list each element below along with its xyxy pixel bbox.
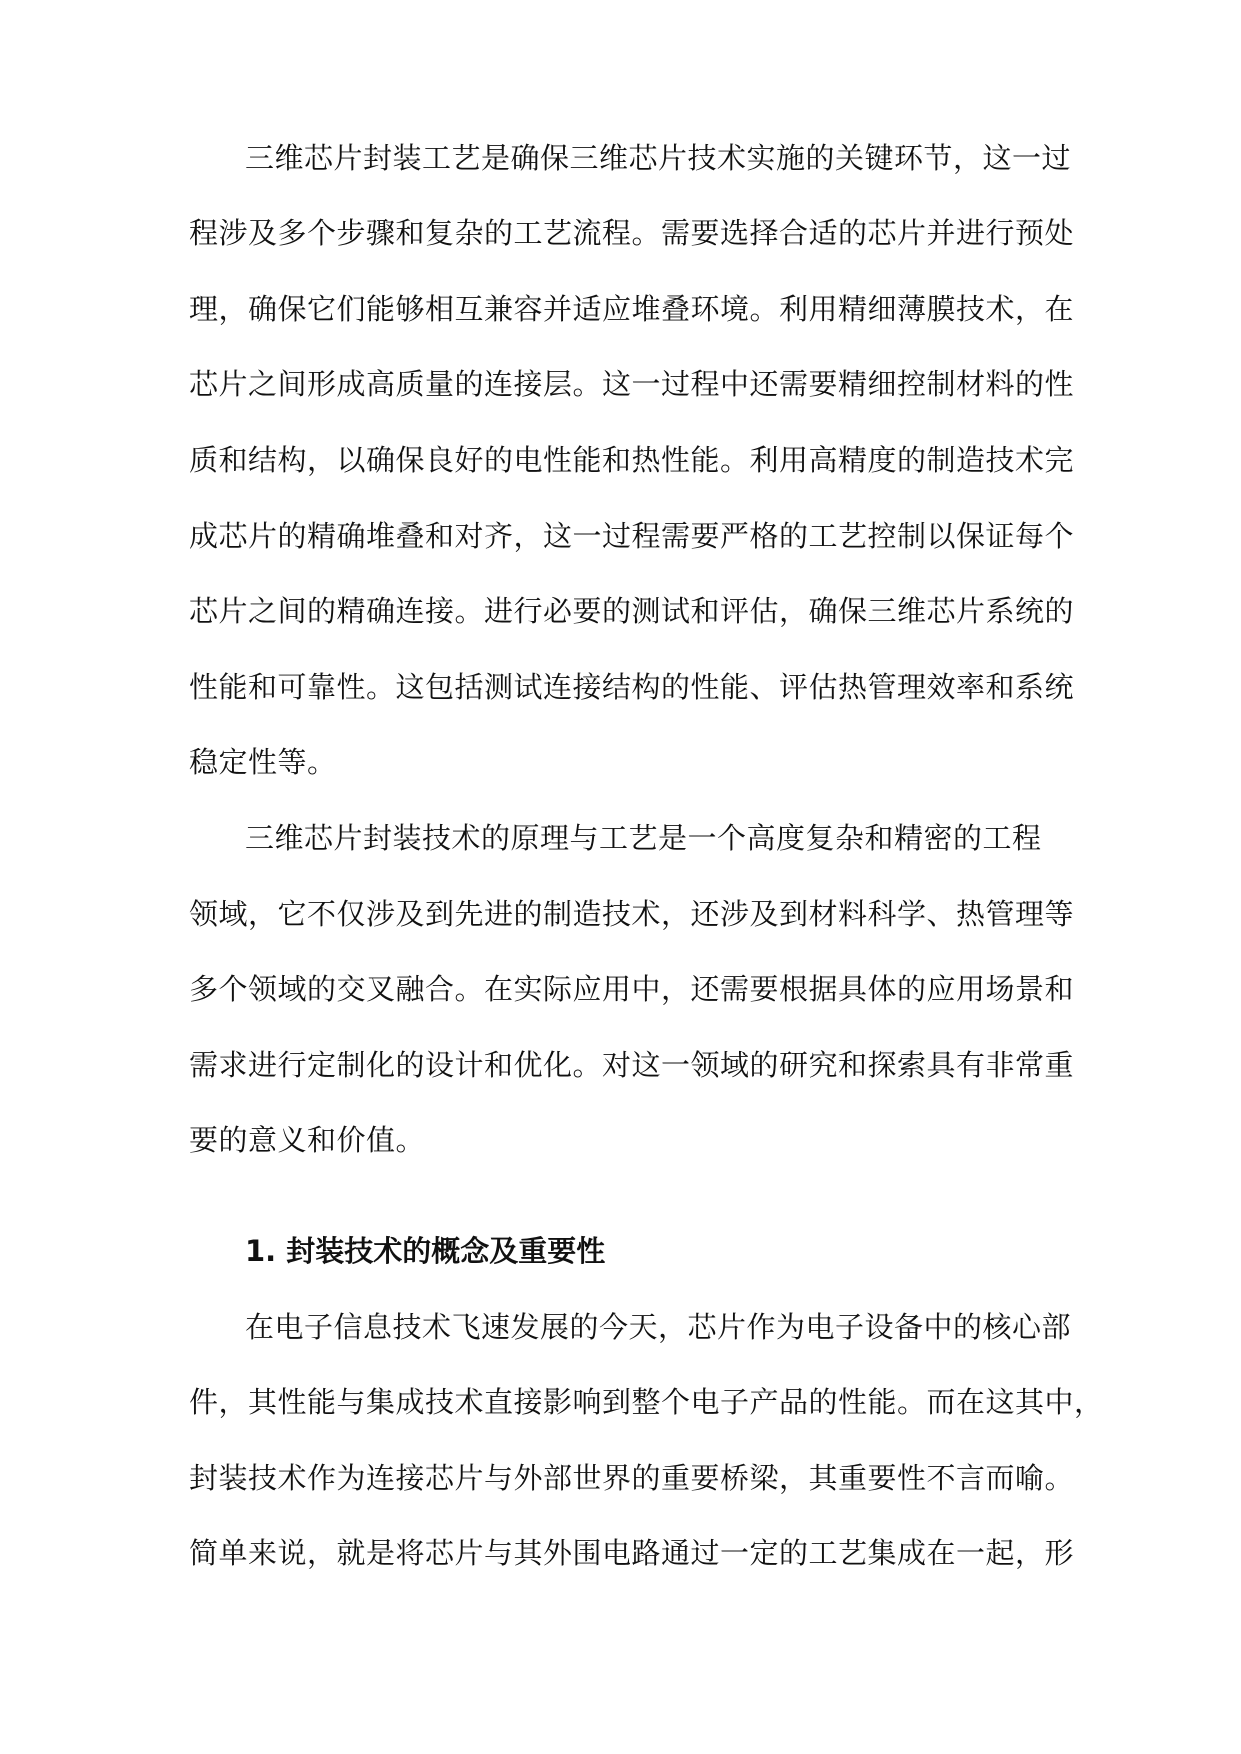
paragraph-line: 三维芯片封装技术的原理与工艺是一个高度复杂和精密的工程 — [245, 821, 1042, 855]
paragraph-line: 简单来说，就是将芯片与其外围电路通过一定的工艺集成在一起，形 — [189, 1536, 1075, 1570]
paragraph-line: 件，其性能与集成技术直接影响到整个电子产品的性能。而在这其中， — [189, 1385, 1104, 1419]
paragraph-line: 三维芯片封装工艺是确保三维芯片技术实施的关键环节，这一过 — [245, 141, 1072, 175]
paragraph-line: 封装技术作为连接芯片与外部世界的重要桥梁，其重要性不言而喻。 — [189, 1461, 1075, 1495]
section-heading: 1. 封装技术的概念及重要性 — [245, 1234, 606, 1268]
paragraph-line: 领域，它不仅涉及到先进的制造技术，还涉及到材料科学、热管理等 — [189, 897, 1075, 931]
paragraph-line: 性能和可靠性。这包括测试连接结构的性能、评估热管理效率和系统 — [189, 670, 1075, 704]
paragraph-line: 需求进行定制化的设计和优化。对这一领域的研究和探索具有非常重 — [189, 1048, 1075, 1082]
paragraph-line: 程涉及多个步骤和复杂的工艺流程。需要选择合适的芯片并进行预处 — [189, 216, 1075, 250]
paragraph-line: 在电子信息技术飞速发展的今天，芯片作为电子设备中的核心部 — [245, 1310, 1072, 1344]
paragraph-line: 理，确保它们能够相互兼容并适应堆叠环境。利用精细薄膜技术，在 — [189, 292, 1075, 326]
paragraph-line: 芯片之间的精确连接。进行必要的测试和评估，确保三维芯片系统的 — [189, 594, 1075, 628]
paragraph-line: 稳定性等。 — [189, 745, 337, 779]
paragraph-line: 芯片之间形成高质量的连接层。这一过程中还需要精细控制材料的性 — [189, 367, 1075, 401]
paragraph-line: 多个领域的交叉融合。在实际应用中，还需要根据具体的应用场景和 — [189, 972, 1075, 1006]
paragraph-line: 质和结构，以确保良好的电性能和热性能。利用高精度的制造技术完 — [189, 443, 1075, 477]
paragraph-line: 要的意义和价值。 — [189, 1123, 426, 1157]
paragraph-line: 成芯片的精确堆叠和对齐，这一过程需要严格的工艺控制以保证每个 — [189, 519, 1075, 553]
